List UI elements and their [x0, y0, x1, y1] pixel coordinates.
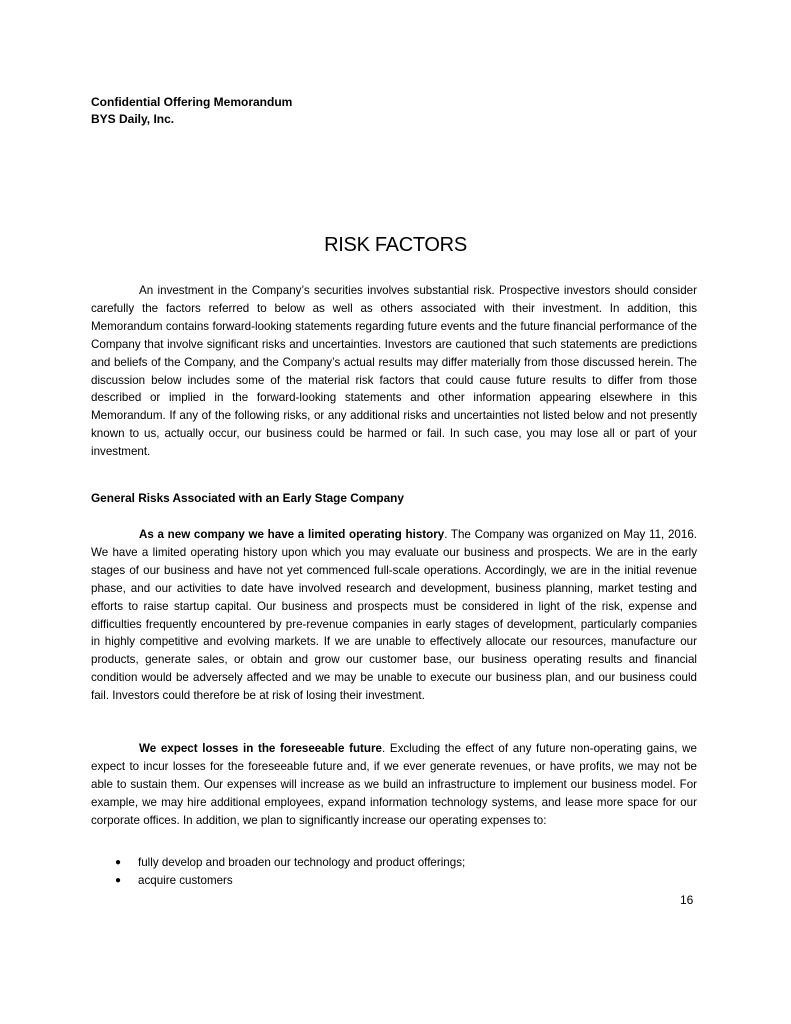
risk-lead-expected-losses: We expect losses in the foreseeable future: [139, 742, 382, 755]
risk-paragraph-expected-losses: [91, 740, 697, 830]
bullet-list: [91, 854, 697, 890]
bullet-icon: ●: [115, 857, 122, 868]
header-memorandum-title: Confidential Offering Memorandum: [91, 95, 293, 109]
intro-paragraph: An investment in the Company’s securities involves substantial risk. Prospective investors should consider carefully the factors referred to below as well as others associated with their investment. In addition, this Memorandum contains forward-looking statements regarding future events and the future financial performance of the Company that involve significant risks and uncertainties. Investors are cautioned that such statements are predictions and beliefs of the Company, and the Company’s actual results may differ materially from those discussed herein. The discussion below includes some of the material risk factors that could cause future results to differ from those described or implied in the forward-looking statements and other information appearing elsewhere in this Memorandum. If any of the following risks, or any additional risks and uncertainties not listed below and not presently known to us, actually occur, our business could be harmed or fail. In such case, you may lose all or part of your investment.: [91, 284, 697, 459]
list-item: [91, 854, 697, 872]
risk-paragraph-operating-history: [91, 526, 697, 705]
risk-lead-operating-history: As a new company we have a limited operating history: [139, 528, 445, 541]
list-item: [91, 872, 697, 890]
page-title: RISK FACTORS: [324, 234, 467, 256]
risk-text-expected-losses: . Excluding the effect of any future non-operating gains, we expect to incur losses for the foreseeable future and, if we ever generate revenues, or have profits, we may not be able to sustain them. Our expenses will increase as we build an infrastructure to implement our business model. For example, we may hire additional employees, expand information technology systems, and lease more space for our corporate offices. In addition, we plan to significantly increase our operating expenses to:: [91, 742, 697, 827]
document-header: [91, 94, 292, 128]
bullet-text: fully develop and broaden our technology and product offerings;: [138, 856, 466, 869]
bullet-icon: ●: [115, 874, 122, 886]
page-number: 16: [680, 893, 694, 907]
section-heading: General Risks Associated with an Early Stage Company: [91, 491, 404, 505]
risk-text-operating-history: . The Company was organized on May 11, 2016. We have a limited operating history upon which you may evaluate our business and prospects. We are in the early stages of our business and have not yet commenced full-scale operations. Accordingly, we are in the initial revenue phase, and our activities to date have involved research and development, business planning, market testing and efforts to raise startup capital. Our business and prospects must be considered in light of the risk, expense and difficulties frequently encountered by pre-revenue companies in early stages of development, particularly companies in highly competitive and evolving markets. If we are unable to effectively allocate our resources, manufacture our products, generate sales, or obtain and grow our customer base, our business operating results and financial condition would be adversely affected and we may be unable to execute our business plan, and our business could fail. Investors could therefore be at risk of losing their investment.: [91, 528, 697, 703]
header-company-name: BYS Daily, Inc.: [91, 112, 175, 126]
bullet-text: acquire customers: [138, 873, 233, 887]
